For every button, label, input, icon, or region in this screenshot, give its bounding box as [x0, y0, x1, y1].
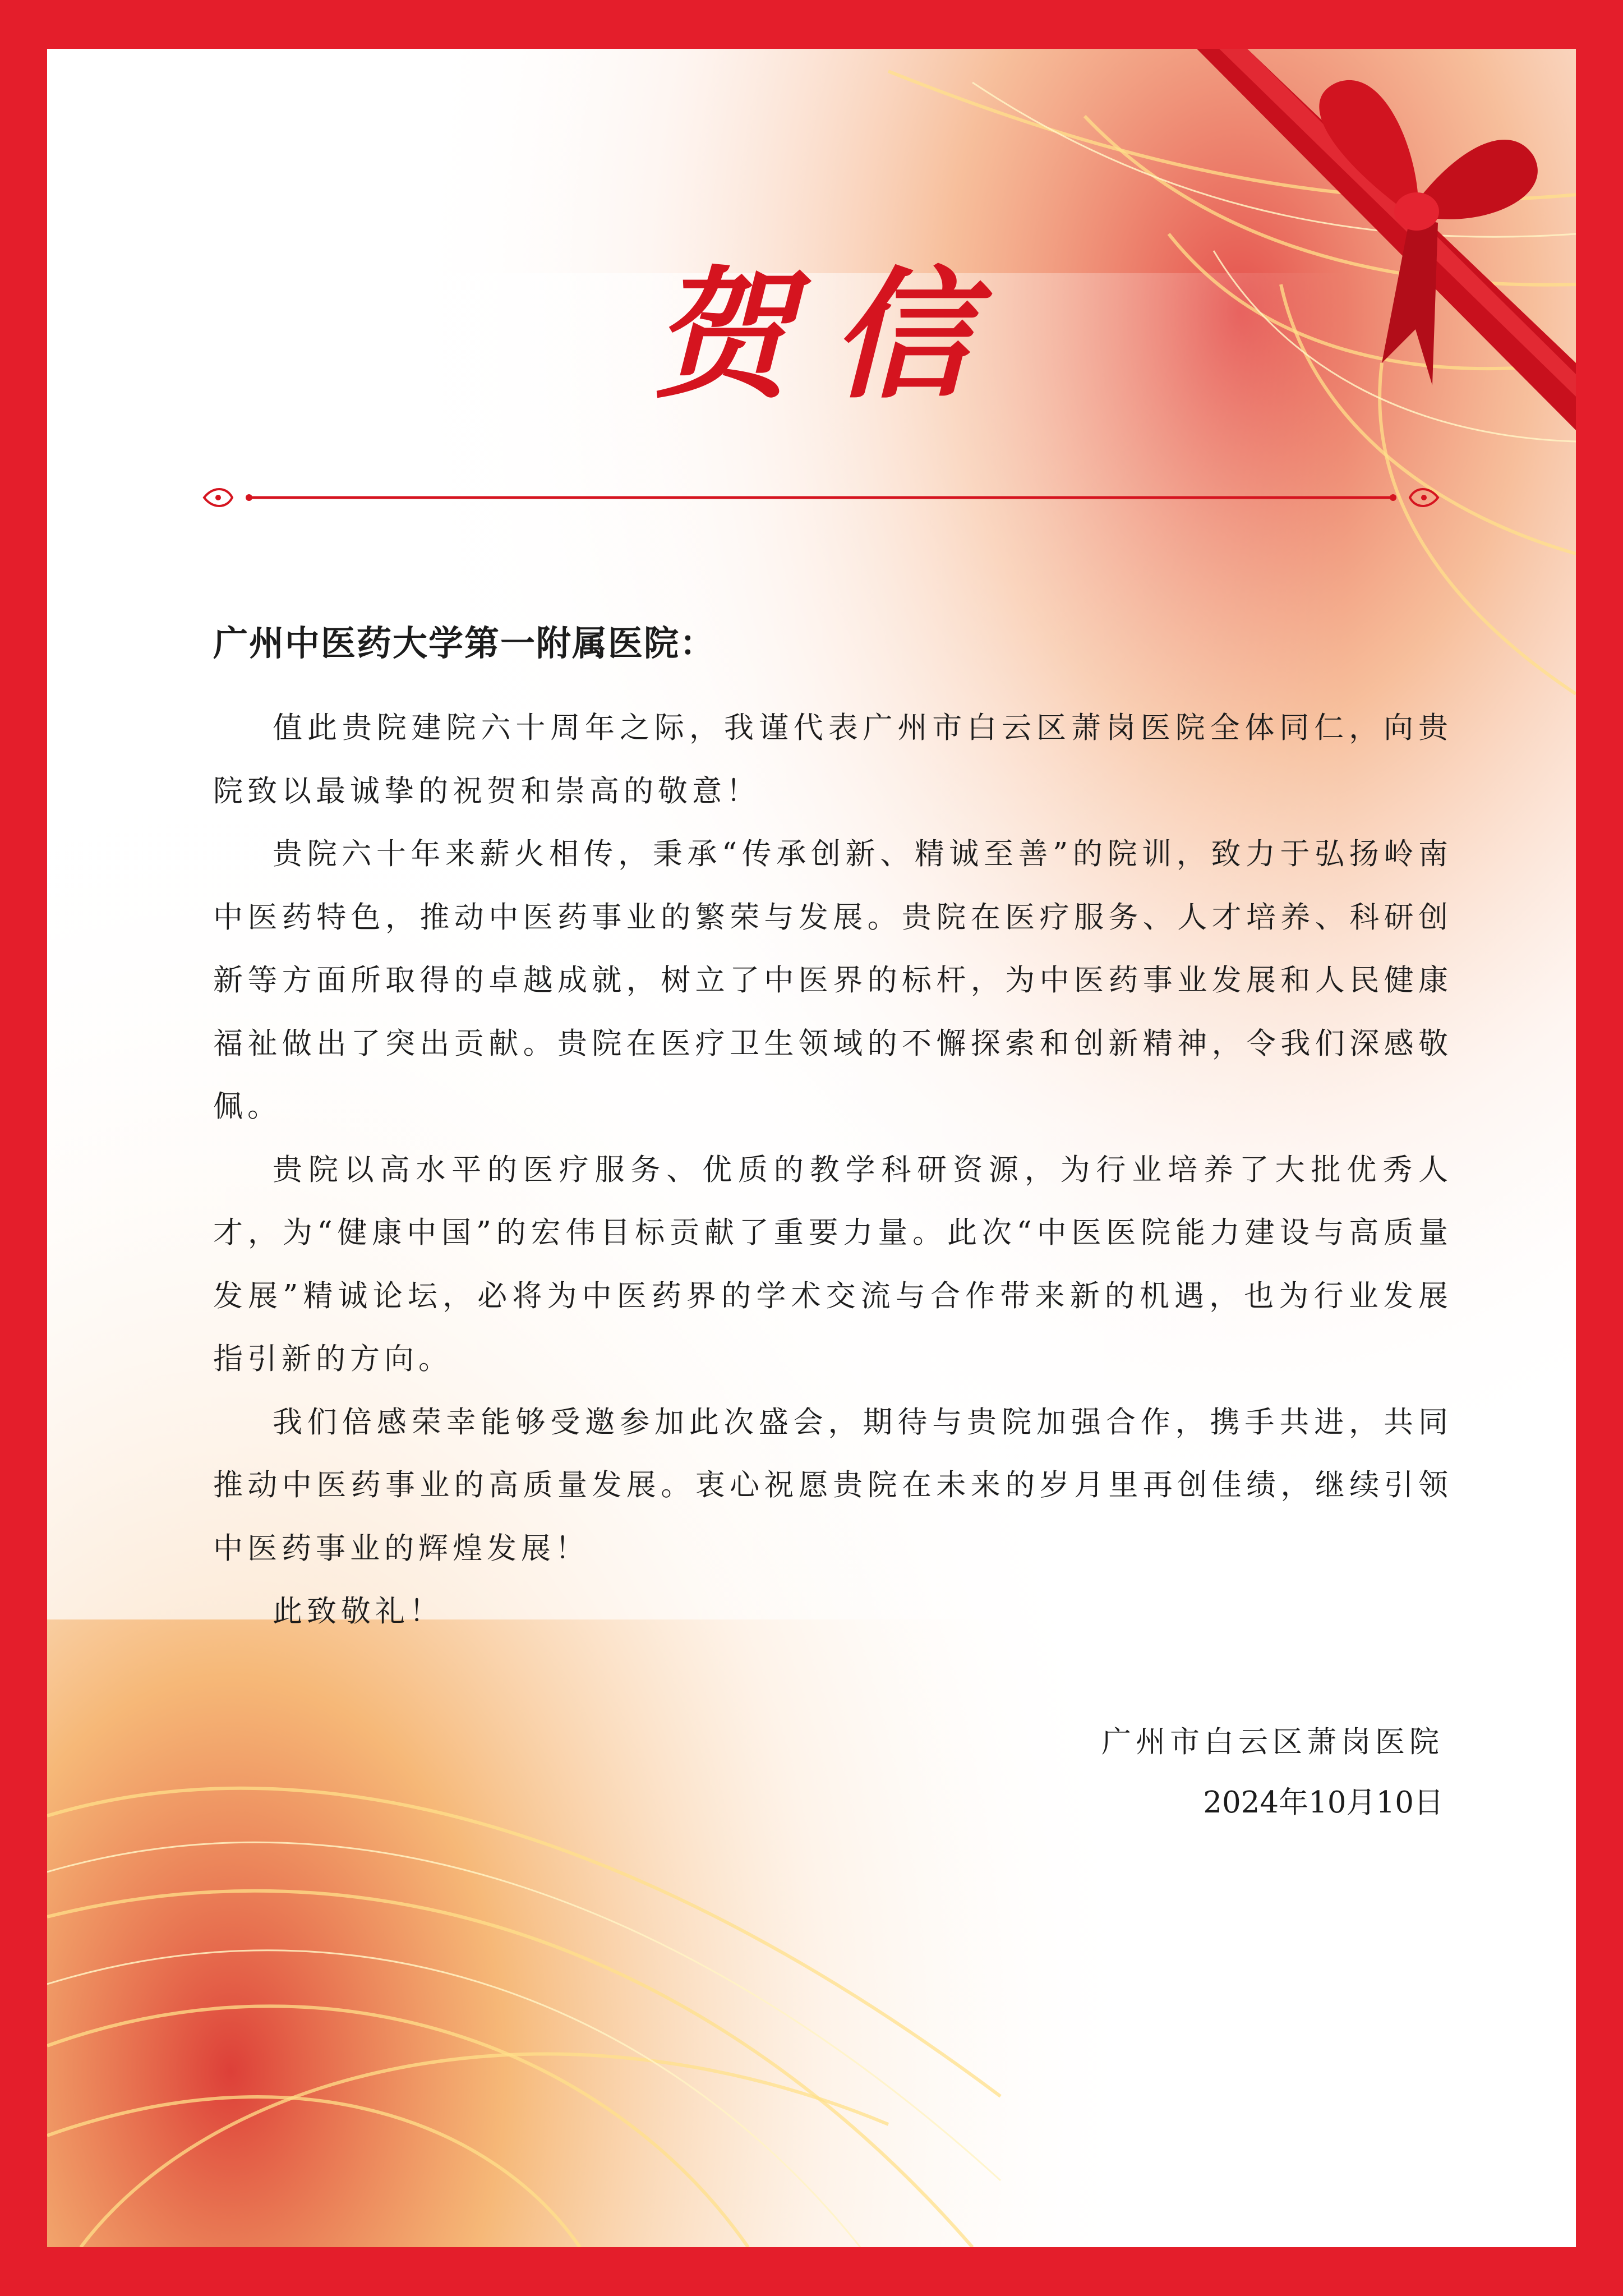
sender-name: 广州市白云区萧岗医院 — [1101, 1725, 1444, 1759]
letter-body — [213, 697, 1453, 1644]
paragraph: 贵院六十年来薪火相传，秉承“传承创新、精诚至善”的院训，致力于弘扬岭南中医药特色，推动中医药事业的繁荣与发展。贵院在医疗服务、人才培养、科研创新等方面所取得的卓越成就，树立了中医界的标杆，为中医药事业发展和人民健康福祉做出了突出贡献。贵院在医疗卫生领域的不懈探索和创新精神，令我们深感敬佩。 — [213, 837, 1453, 1124]
paragraph: 我们倍感荣幸能够受邀参加此次盛会，期待与贵院加强合作，携手共进，共同推动中医药事业的高质量发展。衷心祝愿贵院在未来的岁月里再创佳绩，继续引领中医药事业的辉煌发展！ — [213, 1405, 1453, 1566]
paragraph: 贵院以高水平的医疗服务、优质的教学科研资源，为行业培养了大批优秀人才，为“健康中国”的宏伟目标贡献了重要力量。此次“中医医院能力建设与高质量发展”精诚论坛，必将为中医药界的学术交流与合作带来新的机遇，也为行业发展指引新的方向。 — [213, 1152, 1453, 1376]
ornamental-divider — [199, 486, 1444, 509]
closing-salute: 此致敬礼！ — [273, 1594, 444, 1628]
salutation: 广州中医药大学第一附属医院： — [213, 623, 716, 664]
signature-block — [771, 1712, 1444, 1833]
letter-paper — [47, 49, 1576, 2247]
letter-title: 贺信 — [652, 252, 1011, 417]
letter-date: 2024年10月10日 — [1203, 1786, 1444, 1820]
paragraph: 值此贵院建院六十周年之际，我谨代表广州市白云区萧岗医院全体同仁，向贵院致以最诚挚的祝贺和崇高的敬意！ — [213, 711, 1453, 808]
